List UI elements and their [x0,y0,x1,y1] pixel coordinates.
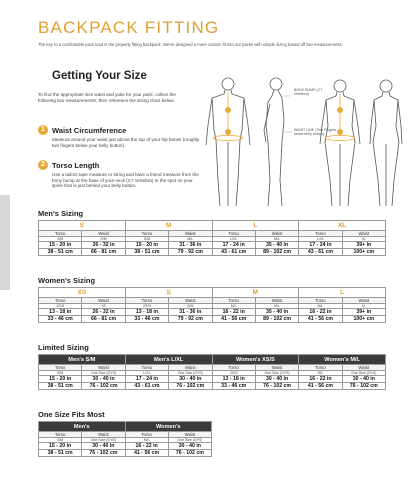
inches-cell: 15 - 20 in [39,376,82,383]
inches-cell: 13 - 18 in [125,309,168,316]
step-number-badge: 2 [38,160,48,170]
size-code-cell: XS/S [39,304,82,309]
inches-cell: 39+ in [342,242,385,249]
inches-cell: 16 - 22 in [299,309,342,316]
size-code-cell: XS/S [212,371,255,376]
column-header-cell: Waist [169,365,212,371]
size-code-cell: XL [342,237,385,242]
column-header-cell: Waist [342,365,385,371]
female-front-figure [370,80,402,206]
centimeters-cell: 41 - 56 cm [125,450,168,457]
size-code-cell: M/L [212,304,255,309]
category-row [39,288,386,298]
column-header-cell: Torso [299,365,342,371]
size-code-cell: One Size (OYS) [82,438,125,443]
find-size-text: To find the appropriate size waist and yoke for your pack, collect the following two measurements, then reference the sizing chart below. [38,92,176,103]
inches-cell: 30 - 40 in [168,443,211,450]
limited-sizing-table [38,354,386,390]
centimeters-cell: 41 - 56 cm [299,316,342,323]
one-size-title: One Size Fits Most [38,410,105,419]
one-size-table [38,421,212,457]
step-number-badge: 1 [38,125,48,135]
column-header-cell: Torso [125,432,168,438]
size-category-cell: XS [39,288,126,298]
inches-cell: 17 - 24 in [125,376,168,383]
size-code-cell: S/M [39,371,82,376]
column-header-cell: Waist [255,231,298,237]
table-row [39,383,386,390]
centimeters-cell: 76 - 102 cm [342,383,385,390]
size-code-cell: XL [342,304,385,309]
size-code-cell: S/M [39,237,82,242]
table-row [39,450,212,457]
column-header-cell: Waist [255,298,298,304]
size-code-cell: S/M [39,438,82,443]
centimeters-cell: 41 - 56 cm [212,316,255,323]
inches-cell: 13 - 18 in [212,376,255,383]
size-category-cell: L [212,221,299,231]
womens-sizing-title: Women's Sizing [38,276,96,285]
inches-cell: 39+ in [342,309,385,316]
centimeters-cell: 100+ cm [342,316,385,323]
size-code-cell: One Size (OYS) [342,371,385,376]
size-code-cell: S/M [169,304,212,309]
step-body: Use a tailors tape measure or string and have a friend measure from the bony bump at the base of your neck (C7 vertebra) to the spot on your spine that is just behind your belly button. [52,172,199,189]
size-code-cell: S/M [125,237,168,242]
intro-text: The key to a comfortable pack load is the properly fitting backpack. We've designed a more custom fit into our packs with simple sizing based off two measurements. [38,42,343,47]
waist-line-label: WAIST LINE (Two Fingers below belly button) [294,128,336,137]
size-code-cell: One Size (OYS) [169,371,212,376]
size-code-cell: One Size (OYS) [255,371,298,376]
size-code-cell: One Size (OYS) [168,438,211,443]
column-header-cell: Torso [39,432,82,438]
size-category-cell: L [299,288,386,298]
column-header-cell: Torso [39,365,82,371]
mens-sizing-title: Men's Sizing [38,209,84,218]
centimeters-cell: 79 - 92 cm [169,316,212,323]
inches-cell: 30 - 40 in [342,376,385,383]
column-header-cell: Torso [39,231,82,237]
column-header-cell: Torso [212,365,255,371]
inches-cell: 15 - 20 in [39,242,82,249]
table-row [39,249,386,256]
womens-sizing-table [38,287,386,323]
mens-sizing-table [38,220,386,256]
inches-cell: 30 - 40 in [82,376,125,383]
inches-cell: 17 - 24 in [299,242,342,249]
inches-cell: 30 - 40 in [82,443,125,450]
page-title: BACKPACK FITTING [38,18,220,37]
column-header-cell: Torso [212,298,255,304]
centimeters-cell: 76 - 102 cm [82,383,125,390]
size-code-cell: M/L [169,237,212,242]
inches-cell: 35 - 40 in [255,309,298,316]
inches-cell: 15 - 20 in [125,242,168,249]
size-code-cell: XS [82,304,125,309]
inches-cell: 35 - 40 in [255,242,298,249]
size-category-cell: Women's M/L [299,355,386,365]
table-row [39,316,386,323]
size-code-cell: L/XL [125,371,168,376]
centimeters-cell: 43 - 61 cm [212,249,255,256]
centimeters-cell: 33 - 46 cm [212,383,255,390]
centimeters-cell: 41 - 56 cm [299,383,342,390]
size-category-cell: M [125,221,212,231]
centimeters-cell: 38 - 51 cm [125,249,168,256]
centimeters-cell: 89 - 102 cm [255,316,298,323]
column-header-cell: Torso [212,231,255,237]
size-code-cell: M/L [255,237,298,242]
centimeters-cell: 38 - 51 cm [39,249,82,256]
column-header-cell: Torso [299,298,342,304]
column-header-cell: Waist [168,432,211,438]
size-category-cell: XL [299,221,386,231]
size-category-cell: M [212,288,299,298]
inches-cell: 16 - 22 in [299,376,342,383]
table-row [39,376,386,383]
centimeters-cell: 38 - 51 cm [39,383,82,390]
centimeters-cell: 33 - 46 cm [39,316,82,323]
inches-cell: 30 - 40 in [255,376,298,383]
centimeters-cell: 76 - 102 cm [255,383,298,390]
column-header-cell: Torso [39,298,82,304]
step-body: Measure around your waist just above the top of your hip bones (roughly two fingers below your belly button). [52,137,200,148]
bony-bump-label: BONY BUMP (C7 Vertebra) [294,88,323,97]
column-header-cell: Torso [125,231,168,237]
inches-cell: 15 - 20 in [39,443,82,450]
category-row [39,221,386,231]
column-header-cell: Waist [82,298,125,304]
size-code-cell: M/L [299,371,342,376]
step-heading: Waist Circumference [52,126,127,135]
table-row [39,242,386,249]
column-header-cell: Waist [82,365,125,371]
size-category-cell: Women's [125,422,212,432]
column-header-cell: Waist [255,365,298,371]
body-figures-illustration [198,70,408,210]
size-category-cell: S [125,288,212,298]
column-header-cell: Waist [82,432,125,438]
size-category-cell: Women's XS/S [212,355,299,365]
getting-size-title: Getting Your Size [52,70,147,82]
inches-cell: 26 - 32 in [82,309,125,316]
inches-cell: 13 - 18 in [39,309,82,316]
inches-cell: 16 - 22 in [212,309,255,316]
centimeters-cell: 76 - 102 cm [82,450,125,457]
step-heading: Torso Length [52,161,100,170]
centimeters-cell: 79 - 92 cm [169,249,212,256]
inches-cell: 17 - 24 in [212,242,255,249]
size-category-cell: Men's L/XL [125,355,212,365]
inches-cell: 30 - 40 in [169,376,212,383]
inches-cell: 31 - 36 in [169,309,212,316]
size-code-cell: M/L [125,438,168,443]
column-header-cell: Waist [342,231,385,237]
column-header-cell: Waist [169,298,212,304]
category-row [39,422,212,432]
table-row [39,443,212,450]
size-category-cell: Men's S/M [39,355,126,365]
centimeters-cell: 33 - 46 cm [125,316,168,323]
column-header-cell: Waist [82,231,125,237]
size-code-cell: XS/S [125,304,168,309]
column-header-cell: Waist [342,298,385,304]
size-code-cell: S/M [82,237,125,242]
column-header-cell: Torso [125,298,168,304]
category-row [39,355,386,365]
centimeters-cell: 43 - 61 cm [299,249,342,256]
table-row [39,309,386,316]
size-code-cell: L/XL [212,237,255,242]
centimeters-cell: 76 - 102 cm [169,383,212,390]
size-category-cell: Men's [39,422,126,432]
size-code-cell: One Size (OYS) [82,371,125,376]
inches-cell: 31 - 36 in [169,242,212,249]
expanded-view-tab[interactable] [0,195,10,290]
column-header-cell: Torso [125,365,168,371]
centimeters-cell: 66 - 81 cm [82,249,125,256]
size-code-cell: M/L [255,304,298,309]
size-category-cell: S [39,221,126,231]
centimeters-cell: 38 - 51 cm [39,450,82,457]
centimeters-cell: 43 - 61 cm [125,383,168,390]
inches-cell: 26 - 32 in [82,242,125,249]
column-header-cell: Waist [169,231,212,237]
centimeters-cell: 89 - 102 cm [255,249,298,256]
male-side-figure [264,78,284,206]
centimeters-cell: 100+ cm [342,249,385,256]
centimeters-cell: 76 - 102 cm [168,450,211,457]
column-header-cell: Torso [299,231,342,237]
size-code-cell: L/XL [299,237,342,242]
inches-cell: 16 - 22 in [125,443,168,450]
centimeters-cell: 66 - 81 cm [82,316,125,323]
limited-sizing-title: Limited Sizing [38,343,89,352]
size-code-cell: M/L [299,304,342,309]
